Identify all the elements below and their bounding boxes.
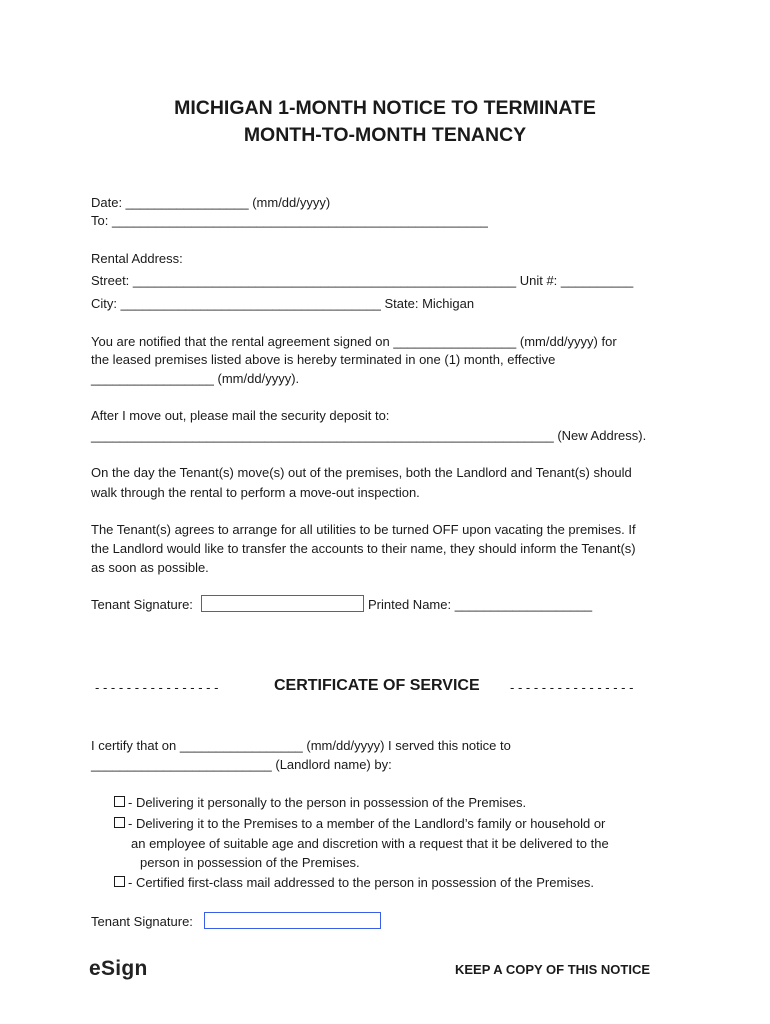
- document-title: [0, 95, 770, 149]
- to-line: To: ____________________________________________________: [91, 213, 488, 228]
- option-mail-label: - Certified first-class mail addressed to the person in possession of the Premises.: [128, 875, 595, 890]
- keep-copy-note: KEEP A COPY OF THIS NOTICE: [455, 962, 651, 977]
- tenant-signature-label: Tenant Signature:: [91, 597, 193, 612]
- utilities-line-2: the Landlord would like to transfer the accounts to their name, they should inform the Tenant(s): [91, 541, 636, 556]
- option-personal-checkbox[interactable]: [114, 796, 125, 807]
- esign-logo: eSign: [89, 957, 148, 980]
- city-line: City: ____________________________________ State: Michigan: [91, 296, 475, 311]
- certificate-tenant-signature-field[interactable]: [204, 912, 381, 929]
- notice-line-2: the leased premises listed above is hereby terminated in one (1) month, effective: [91, 352, 556, 367]
- option-mail-checkbox[interactable]: [114, 876, 125, 887]
- utilities-line-3: as soon as possible.: [91, 560, 209, 575]
- printed-name-line: Printed Name: ___________________: [368, 597, 593, 612]
- certificate-tenant-signature-label: Tenant Signature:: [91, 914, 193, 929]
- option-premises-cont-2: person in possession of the Premises.: [140, 855, 360, 870]
- utilities-line-1: The Tenant(s) agrees to arrange for all utilities to be turned OFF upon vacating the premises. If: [91, 522, 636, 537]
- tenant-signature-field[interactable]: [201, 595, 364, 612]
- street-line: Street: _____________________________________________________ Unit #: __________: [91, 273, 634, 288]
- title-line-1: MICHIGAN 1-MONTH NOTICE TO TERMINATE: [174, 97, 596, 119]
- option-premises-label: - Delivering it to the Premises to a member of the Landlord’s family or household or: [128, 816, 606, 831]
- inspection-line-2: walk through the rental to perform a move-out inspection.: [91, 485, 420, 500]
- title-line-2: MONTH-TO-MONTH TENANCY: [243, 124, 527, 146]
- notice-line-1: You are notified that the rental agreement signed on _________________ (mm/dd/yyyy) for: [91, 334, 617, 349]
- deposit-line-1: After I move out, please mail the security deposit to:: [91, 408, 390, 423]
- deposit-line-2: ________________________________________________________________ (New Address).: [91, 428, 647, 443]
- certificate-dashes-left: - - - - - - - - - - - - - - - -: [95, 680, 219, 695]
- certify-line-2: _________________________ (Landlord name) by:: [91, 757, 392, 772]
- certificate-title: CERTIFICATE OF SERVICE: [274, 677, 480, 694]
- option-premises-checkbox[interactable]: [114, 817, 125, 828]
- option-premises-cont-1: an employee of suitable age and discretion with a request that it be delivered to the: [131, 836, 609, 851]
- rental-address-label: Rental Address:: [91, 251, 183, 266]
- certify-line-1: I certify that on _________________ (mm/dd/yyyy) I served this notice to: [91, 738, 511, 753]
- option-personal-label: - Delivering it personally to the person in possession of the Premises.: [128, 795, 527, 810]
- certificate-dashes-right: - - - - - - - - - - - - - - - -: [510, 680, 634, 695]
- notice-line-3: _________________ (mm/dd/yyyy).: [91, 371, 300, 386]
- inspection-line-1: On the day the Tenant(s) move(s) out of the premises, both the Landlord and Tenant(s) should: [91, 465, 632, 480]
- date-line: Date: _________________ (mm/dd/yyyy): [91, 195, 331, 210]
